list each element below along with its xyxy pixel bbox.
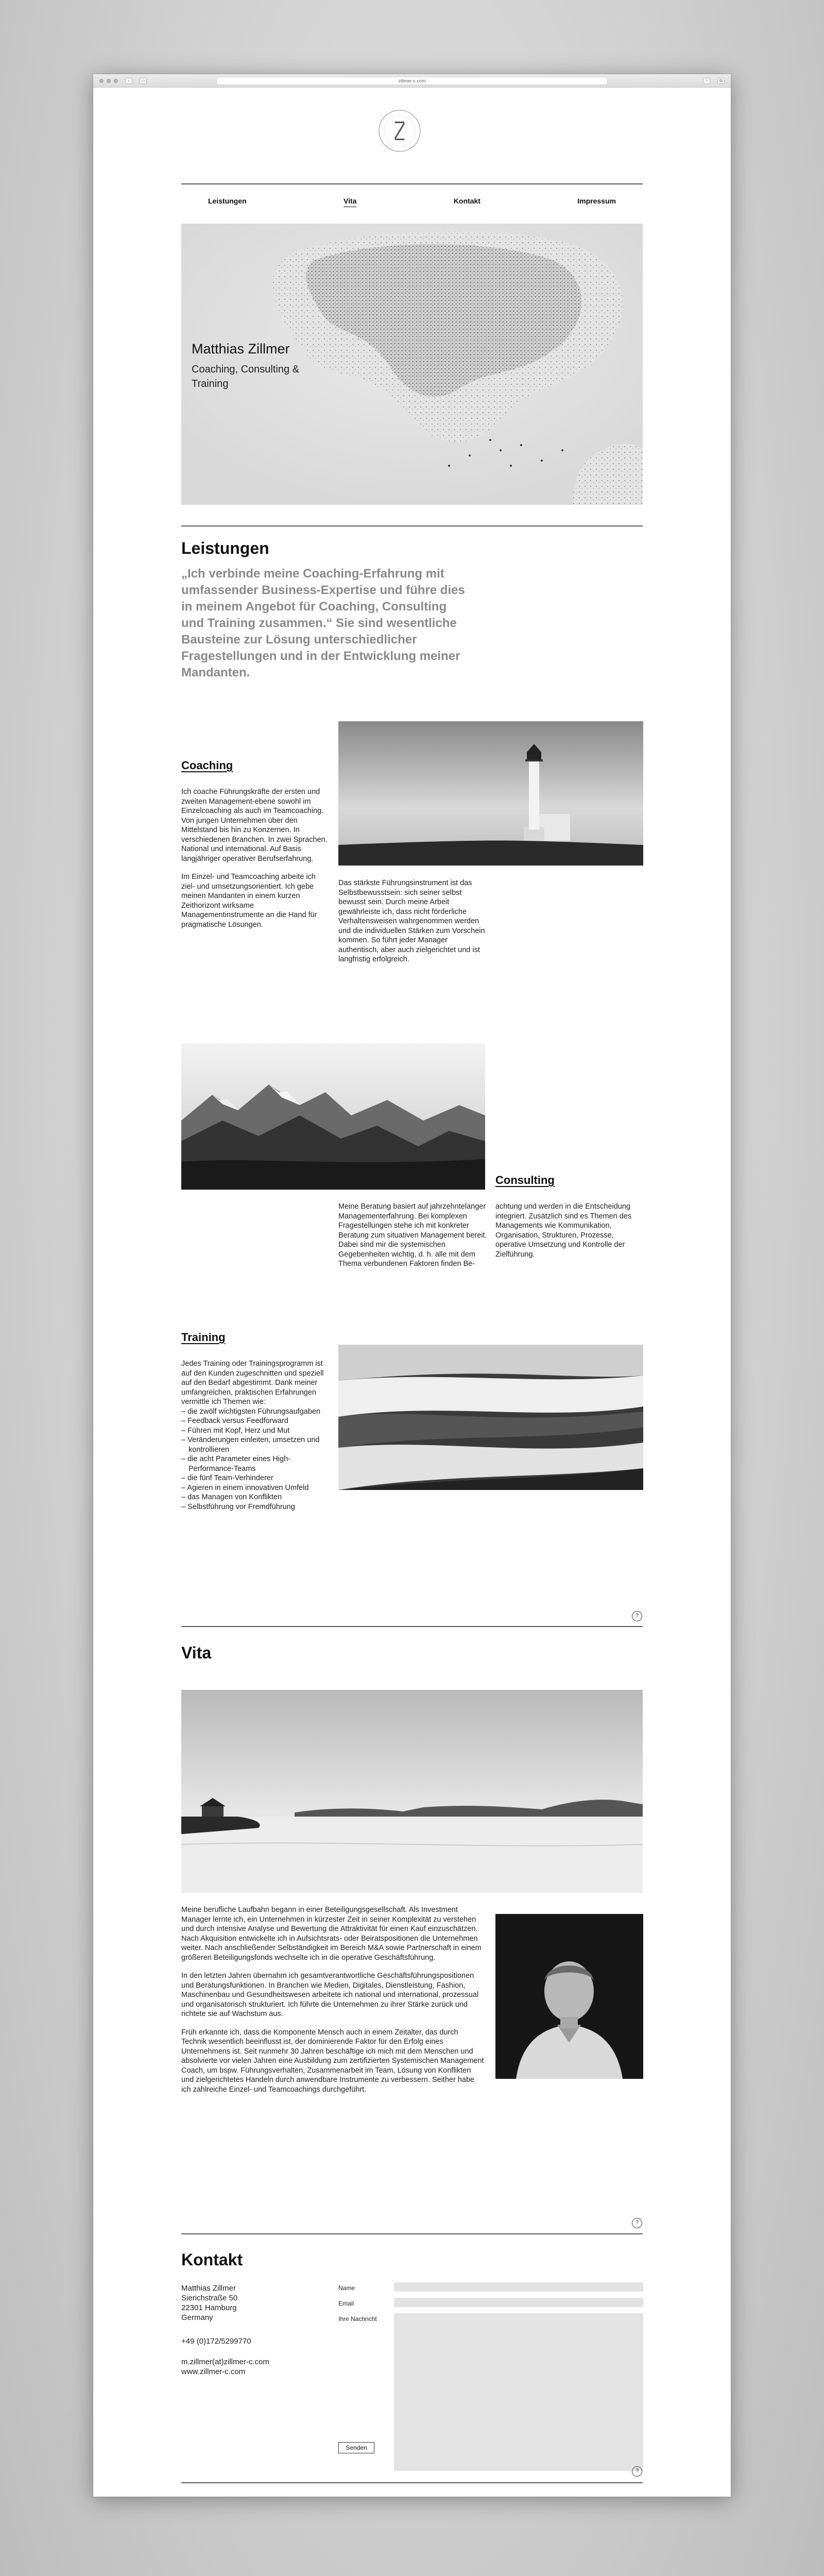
list-item: – die acht Parameter eines High-Performance-Teams bbox=[181, 1454, 331, 1473]
vita-paragraph: In den letzten Jahren übernahm ich gesamtverantwortliche Geschäftsführungspositionen und Beratungsfunktionen. In Branchen wie Medien, Digitales, Dienstleistung, Fashion, Maschinenbau und Gesundheitswesen arbeitete ich national und international, prozessual und organisatorisch strukturiert. Ich führte die Unternehmen zu ihrer Stärke zurück und richtete sie auf Wachstum aus. bbox=[181, 1972, 479, 2018]
minimize-window-button[interactable] bbox=[107, 79, 111, 83]
main-nav bbox=[181, 197, 643, 207]
consulting-heading: Consulting bbox=[495, 1174, 555, 1187]
consulting-text-left bbox=[338, 1202, 488, 1278]
lighthouse-photo bbox=[338, 721, 643, 866]
footer-rule bbox=[181, 2482, 643, 2483]
list-item: – Agieren in einem innovativen Umfeld bbox=[181, 1483, 331, 1493]
contact-address bbox=[181, 2283, 237, 2323]
zoom-window-button[interactable] bbox=[114, 79, 118, 83]
training-intro: Jedes Training oder Trainingsprogramm ist auf den Kunden zugeschnitten und speziell auf den Bedarf abgestimmt. Dank meiner umfangreichen, praktischen Erfahrungen vermittle ich Themen wie: bbox=[181, 1360, 324, 1406]
scroll-top-icon[interactable]: ? bbox=[632, 2218, 642, 2228]
portrait-photo bbox=[495, 1914, 643, 2079]
section-rule bbox=[181, 1626, 643, 1627]
back-icon[interactable]: ‹ bbox=[125, 78, 132, 84]
leistungen-heading: Leistungen bbox=[181, 539, 269, 557]
sidebar-icon[interactable]: ▭ bbox=[140, 78, 147, 84]
hero-subtitle: Coaching, Consulting & Training bbox=[192, 364, 300, 389]
list-item: – die fünf Team-Verhinderer bbox=[181, 1473, 331, 1483]
nav-kontakt[interactable]: Kontakt bbox=[453, 197, 480, 205]
waterfall-photo bbox=[338, 1345, 643, 1490]
consulting-paragraph: Meine Beratung basiert auf jahrzehntelanger Managementerfahrung. Bei komplexen Fragestellungen stehe ich mit konkreter Beratung zum situativen Management bereit. Dabei sind mir die systemischen Gegebenheiten wichtig, d. h. alle mit dem Thema verbundenen Faktoren finden Be- bbox=[338, 1202, 487, 1268]
contact-email-link[interactable]: m.zillmer(at)zillmer-c.com bbox=[181, 2358, 269, 2366]
coaching-text-left bbox=[181, 787, 331, 938]
address-line: Matthias Zillmer bbox=[181, 2284, 236, 2293]
list-item: – Führen mit Kopf, Herz und Mut bbox=[181, 1426, 331, 1436]
scroll-top-icon[interactable]: ? bbox=[632, 1611, 642, 1621]
header-rule bbox=[181, 183, 643, 184]
section-rule bbox=[181, 526, 643, 527]
close-window-button[interactable] bbox=[99, 79, 104, 83]
hero-title: Matthias Zillmer bbox=[192, 341, 290, 357]
list-item: – Veränderungen einleiten, umsetzen und kontrollieren bbox=[181, 1435, 331, 1454]
nav-leistungen[interactable]: Leistungen bbox=[208, 197, 247, 205]
mountains-photo bbox=[181, 1043, 485, 1190]
email-label: Email bbox=[338, 2300, 354, 2307]
coaching-paragraph: Das stärkste Führungsinstrument ist das Selbstbewusstsein: sich seiner selbst bewusst sein. Durch meine Arbeit gewährleiste ich, dass nicht förderliche Verhaltensweisen wahrgenommen werden und die individuellen Stärken zum Vorschein kommen. So führt jeder Manager authentisch, aber auch zielgerichtet und ist langfristig erfolgreich. bbox=[338, 879, 485, 963]
address-line: 22301 Hamburg bbox=[181, 2303, 237, 2312]
nav-vita[interactable]: Vita bbox=[344, 197, 356, 207]
share-icon[interactable]: ↑ bbox=[703, 78, 710, 84]
leistungen-lead: „Ich verbinde meine Coaching-Erfahrung mit umfassender Business-Expertise und führe dies in meinem Angebot für Coaching, Consulting und Training zusammen.“ Sie sind wesentliche Bausteine zur Lösung unterschiedlicher Fragestellungen und in der Entwicklung meiner Mandanten. bbox=[181, 567, 465, 680]
hero-banner bbox=[181, 224, 643, 505]
nav-impressum[interactable]: Impressum bbox=[577, 197, 616, 205]
list-item: – das Managen von Konflikten bbox=[181, 1493, 331, 1502]
name-label: Name bbox=[338, 2284, 355, 2292]
consulting-text-right bbox=[495, 1202, 645, 1268]
email-input[interactable] bbox=[394, 2298, 643, 2307]
contact-web-link[interactable]: www.zillmer-c.com bbox=[181, 2367, 246, 2376]
contact-phone[interactable]: +49 (0)172/5299770 bbox=[181, 2337, 251, 2346]
coaching-paragraph: Im Einzel- und Teamcoaching arbeite ich ziel- und umsetzungsorientiert. Ich gebe meinen Mandanten in einem kurzen Zeithorizont wirksame Managementinstrumente an die Hand für pragmatische Lösungen. bbox=[181, 873, 317, 929]
name-input[interactable] bbox=[394, 2282, 643, 2292]
tabs-icon[interactable]: ⧉ bbox=[717, 78, 725, 84]
send-button[interactable]: Senden bbox=[338, 2442, 374, 2453]
coaching-text-right bbox=[338, 878, 488, 973]
hero-text bbox=[192, 341, 325, 391]
message-textarea[interactable] bbox=[394, 2313, 643, 2471]
vita-paragraph: Früh erkannte ich, dass die Komponente Mensch auch in einem Zeitalter, das durch Technik wesentlich beeinflusst ist, der dominierende Faktor für den Erfolg eines Unternehmens ist. Seit nunmehr 30 Jahren beschäftige ich mich mit dem Menschen und absolvierte vor vielen Jahren eine Ausbildung zum zertifizierten Systemischen Management Coach, um bspw. Führungsverhalten, Zusammenarbeit im Team, Lösung von Konflikten und zielgerichtetes Handeln durch anwendbare Instrumente zu verbessern. Seither habe ich zahlreiche Einzel- und Teamcoachings durchgeführt. bbox=[181, 2028, 484, 2094]
coaching-heading: Coaching bbox=[181, 759, 233, 772]
training-topics-list bbox=[181, 1407, 331, 1512]
address-line: Germany bbox=[181, 2313, 213, 2322]
section-rule bbox=[181, 2233, 643, 2234]
kontakt-heading: Kontakt bbox=[181, 2250, 243, 2269]
vita-heading: Vita bbox=[181, 1643, 212, 1662]
scroll-top-icon[interactable]: ? bbox=[632, 2466, 642, 2477]
list-item: – Selbstführung vor Fremdführung bbox=[181, 1502, 331, 1512]
browser-toolbar bbox=[93, 74, 731, 88]
address-bar[interactable]: zillmer-c.com bbox=[216, 77, 608, 85]
coaching-paragraph: Ich coache Führungskräfte der ersten und zweiten Management-ebene sowohl im Einzelcoaching als auch im Teamcoaching. Von jungen Unternehmen über den Mittelstand bis hin zu Konzernen. In verschiedenen Branchen. In zwei Sprachen. National und international. Auf Basis langjähriger operativer Berufserfahrung. bbox=[181, 788, 328, 863]
browser-window bbox=[93, 74, 731, 2497]
vita-paragraph: Meine berufliche Laufbahn begann in einer Beteiligungsgesellschaft. Als Investment Manager lernte ich, ein Unternehmen in kürzester Zeit in seiner Komplexität zu verstehen und durch intensive Analyse und Bewertung die Attraktivität für einen Kauf einzuschätzen. Nach Akquisition entwickelte ich in Aufsichtsrats- oder Beiratspositionen die Unternehmen weiter. Nach anschließender Selbständigkeit im Bereich M&A sowie Partnerschaft in einem größeren Beteiligungsfonds wechselte ich in die operative Geschäftsführung. bbox=[181, 1906, 482, 1962]
training-heading: Training bbox=[181, 1331, 226, 1344]
vita-text bbox=[181, 1905, 485, 2103]
list-item: – die zwölf wichtigsten Führungsaufgaben bbox=[181, 1407, 331, 1417]
message-label: Ihre Nachricht bbox=[338, 2315, 377, 2323]
address-line: Sierichstraße 50 bbox=[181, 2294, 238, 2302]
training-text bbox=[181, 1359, 331, 1512]
consulting-paragraph: achtung und werden in die Entscheidung integriert. Zusätzlich sind es Themen des Managements wie Kommunikation, Organisation, Strukturen, Prozesse, operative Umsetzung und Kontrolle der Zielführung. bbox=[495, 1202, 632, 1259]
zillmer-logo[interactable] bbox=[377, 109, 422, 153]
list-item: – Feedback versus Feedforward bbox=[181, 1416, 331, 1426]
sea-landscape-photo bbox=[181, 1690, 643, 1893]
